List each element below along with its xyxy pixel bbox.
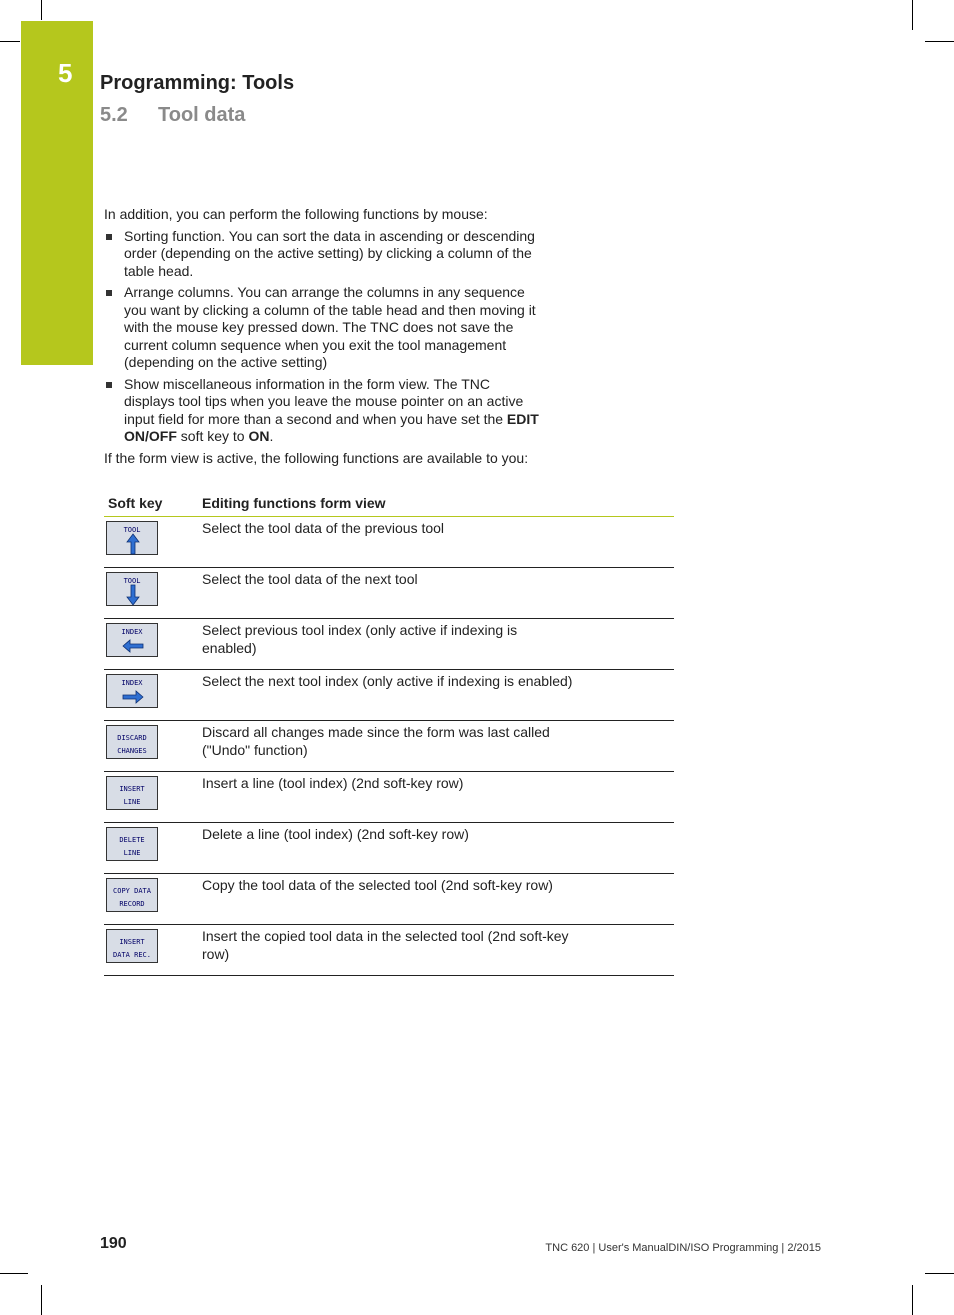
softkey-label: LINE <box>123 849 141 857</box>
softkey-name: EDIT ON/OFF <box>124 410 539 444</box>
function-description: Discard all changes made since the form was last called ("Undo" function) <box>202 721 674 772</box>
softkey-discard-changes <box>106 725 158 759</box>
softkey-label: TOOL <box>123 526 141 534</box>
bullet-text: . <box>269 428 274 444</box>
list-item: Arrange columns. You can arrange the columns in any sequence you want by clicking a column of the table head and then moving it with the mouse key pressed down. The TNC does not save the current column sequence when you exit the tool management (depending on the active setting) <box>104 284 544 372</box>
function-description: Delete a line (tool index) (2nd soft-key row) <box>202 823 674 874</box>
function-description: Insert the copied tool data in the selected tool (2nd soft-key row) <box>202 925 674 976</box>
softkey-tool-previous <box>106 521 158 555</box>
table-row <box>104 721 674 772</box>
function-description: Select the tool data of the previous tool <box>202 517 674 568</box>
softkey-index-next <box>106 674 158 708</box>
softkey-copy-data-record <box>106 878 158 912</box>
softkey-label: RECORD <box>119 900 145 908</box>
crop-mark <box>925 1273 954 1274</box>
softkey-label: CHANGES <box>117 747 147 755</box>
softkey-label: DELETE <box>119 836 145 844</box>
table-row <box>104 772 674 823</box>
softkey-index-previous <box>106 623 158 657</box>
softkey-table <box>104 494 674 976</box>
softkey-insert-line <box>106 776 158 810</box>
softkey-label: INSERT <box>119 938 145 946</box>
crop-mark <box>41 0 42 20</box>
section-number: 5.2 <box>100 104 128 126</box>
arrow-right-icon <box>122 690 144 704</box>
arrow-up-icon <box>123 533 143 555</box>
section-title-text: Tool data <box>158 104 246 126</box>
softkey-label: LINE <box>123 798 141 806</box>
chapter-number: 5 <box>58 58 73 88</box>
column-header-softkey: Soft key <box>104 494 202 517</box>
softkey-label: INDEX <box>121 679 143 687</box>
table-row <box>104 874 674 925</box>
crop-mark <box>912 1285 913 1315</box>
crop-mark <box>41 1285 42 1315</box>
column-header-function: Editing functions form view <box>202 494 674 517</box>
outro-paragraph: If the form view is active, the following functions are available to you: <box>104 449 529 466</box>
bullet-text: soft key to <box>176 428 249 444</box>
softkey-label: TOOL <box>123 577 141 585</box>
crop-mark <box>912 0 913 30</box>
crop-mark <box>0 1273 28 1274</box>
intro-paragraph: In addition, you can perform the following functions by mouse: <box>104 206 488 222</box>
page-number: 190 <box>100 1235 127 1252</box>
table-row <box>104 670 674 721</box>
arrow-left-icon <box>122 639 144 653</box>
chapter-title: Programming: Tools <box>100 72 295 94</box>
function-description: Copy the tool data of the selected tool (2nd soft-key row) <box>202 874 674 925</box>
body-text <box>104 206 544 467</box>
function-description: Select the tool data of the next tool <box>202 568 674 619</box>
bullet-list <box>104 228 544 446</box>
softkey-label: COPY DATA <box>113 887 151 895</box>
softkey-label: DISCARD <box>117 734 147 742</box>
table-header-row <box>104 494 674 517</box>
list-item <box>104 376 544 446</box>
softkey-delete-line <box>106 827 158 861</box>
crop-mark <box>925 41 954 42</box>
table-row <box>104 619 674 670</box>
softkey-label: INSERT <box>119 785 145 793</box>
softkey-tool-next <box>106 572 158 606</box>
function-description: Select the next tool index (only active if indexing is enabled) <box>202 670 674 721</box>
section-title <box>100 104 245 127</box>
footer-text: TNC 620 | User's ManualDIN/ISO Programming | 2/2015 <box>545 1242 821 1254</box>
softkey-label: INDEX <box>121 628 143 636</box>
function-description: Insert a line (tool index) (2nd soft-key row) <box>202 772 674 823</box>
function-description: Select previous tool index (only active if indexing is enabled) <box>202 619 674 670</box>
table-row <box>104 925 674 976</box>
crop-mark <box>0 41 20 42</box>
softkey-insert-data-rec <box>106 929 158 963</box>
list-item: Sorting function. You can sort the data in ascending or descending order (depending on the active setting) by clicking a column of the table head. <box>104 228 544 281</box>
chapter-tab <box>21 21 93 365</box>
table-row <box>104 517 674 568</box>
softkey-label: DATA REC. <box>113 951 151 959</box>
softkey-state: ON <box>248 428 270 444</box>
table-row <box>104 568 674 619</box>
arrow-down-icon <box>123 584 143 606</box>
bullet-text: Show miscellaneous information in the form view. The TNC displays tool tips when you leave the mouse pointer on an active input field for more than a second and when you have set the <box>124 375 524 427</box>
table-row <box>104 823 674 874</box>
